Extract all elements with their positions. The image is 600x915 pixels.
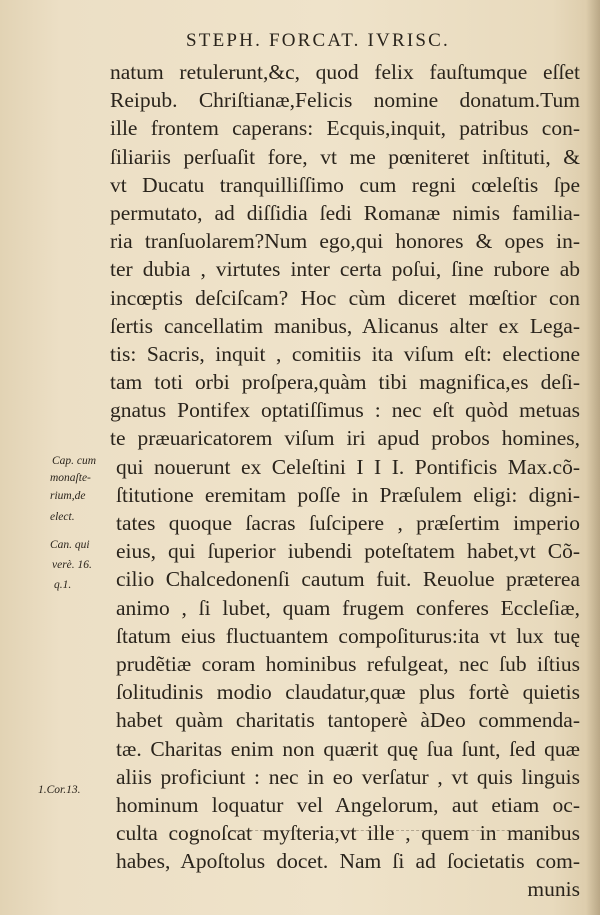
text-line: ſiliariis perſuaſit fore, vt me pœniteret inſtituti, &: [110, 144, 580, 169]
margin-note: q.1.: [54, 579, 72, 591]
text-line: ſertis cancellatim manibus, Alicanus alter ex Lega-: [110, 313, 580, 338]
margin-note: Can. qui: [50, 539, 90, 551]
text-line: ſolitudinis modio claudatur,quæ plus fortè quietis: [116, 680, 580, 705]
text-line: gnatus Pontifex optatiſſimus : nec eſt quòd metuas: [110, 398, 580, 423]
text-line: cilio Chalcedonenſi cautum fuit. Reuolue præterea: [116, 567, 580, 592]
margin-note: elect.: [50, 511, 75, 523]
text-line: ſtatum eius fluctuantem compoſiturus:ita vt lux tuę: [116, 623, 580, 648]
text-line: natum retulerunt,&c, quod felix fauſtumque eſſet: [110, 60, 580, 84]
text-line: eius, qui ſuperior iubendi poteſtatem habet,vt Cõ-: [116, 539, 580, 564]
catchword: munis: [527, 877, 580, 902]
body-text: [110, 58, 580, 904]
text-line: habes, Apoſtolus docet. Nam ſi ad ſocietatis com-: [116, 849, 580, 874]
margin-note: Cap. cum: [52, 455, 97, 467]
margin-note: monaſte-: [50, 472, 91, 484]
text-line: culta cognoſcat myſteria,vt ille , quem in manibus: [116, 821, 580, 846]
page-edge-shadow: [586, 0, 600, 915]
margin-note: verè. 16.: [52, 559, 92, 571]
text-line: tam toti orbi proſpera,quàm tibi magnifica,es deſi-: [110, 370, 580, 395]
text-line: hominum loquatur vel Angelorum, aut etiam oc-: [116, 792, 580, 817]
text-line: qui nouerunt ex Celeſtini I I I. Pontificis Max.cõ-: [116, 454, 580, 479]
text-line: permutato, ad diſſidia ſedi Romanæ nimis familia-: [110, 200, 580, 225]
text-line: tis: Sacris, inquit , comitiis ita viſum eſt: electione: [110, 341, 580, 366]
text-line: tæ. Charitas enim non quærit quę ſua ſunt, ſed quæ: [116, 736, 580, 761]
text-line: habet quàm charitatis tantoperè àDeo commenda-: [116, 708, 580, 733]
text-line: ille frontem caperans: Ecquis,inquit, patribus con-: [110, 116, 580, 141]
text-line: ſtitutione eremitam poſſe in Præſulem eligi: digni-: [116, 482, 580, 507]
text-line: aliis proficiunt : nec in eo verſatur , vt quis linguis: [116, 764, 580, 789]
margin-note: 1.Cor.13.: [38, 784, 81, 796]
ink-bleed-line: [230, 830, 570, 831]
text-line: ter dubia , virtutes inter certa poſui, ſine rubore ab: [110, 257, 580, 282]
text-line: ria tranſuolarem?Num ego,qui honores & opes in-: [110, 229, 580, 254]
text-line: vt Ducatu tranquilliſſimo cum regni cœleſtis ſpe: [110, 172, 580, 197]
text-line: tates quoque ſacras ſuſcipere , præſertim imperio: [116, 511, 580, 535]
text-line: animo , ſi lubet, quam frugem conferes Eccleſiæ,: [116, 595, 580, 620]
margin-note: rium,de: [50, 490, 86, 502]
text-line: prudẽtiæ coram hominibus refulgeat, nec ſub iſtius: [116, 651, 580, 676]
text-line: incœptis deſciſcam? Hoc cùm diceret mœſtior con: [110, 285, 580, 310]
running-header: STEPH. FORCAT. IVRISC.: [186, 30, 450, 51]
text-line: Reipub. Chriſtianæ,Felicis nomine donatum.Tum: [110, 88, 580, 113]
text-line: te præuaricatorem viſum iri apud probos homines,: [110, 426, 580, 451]
